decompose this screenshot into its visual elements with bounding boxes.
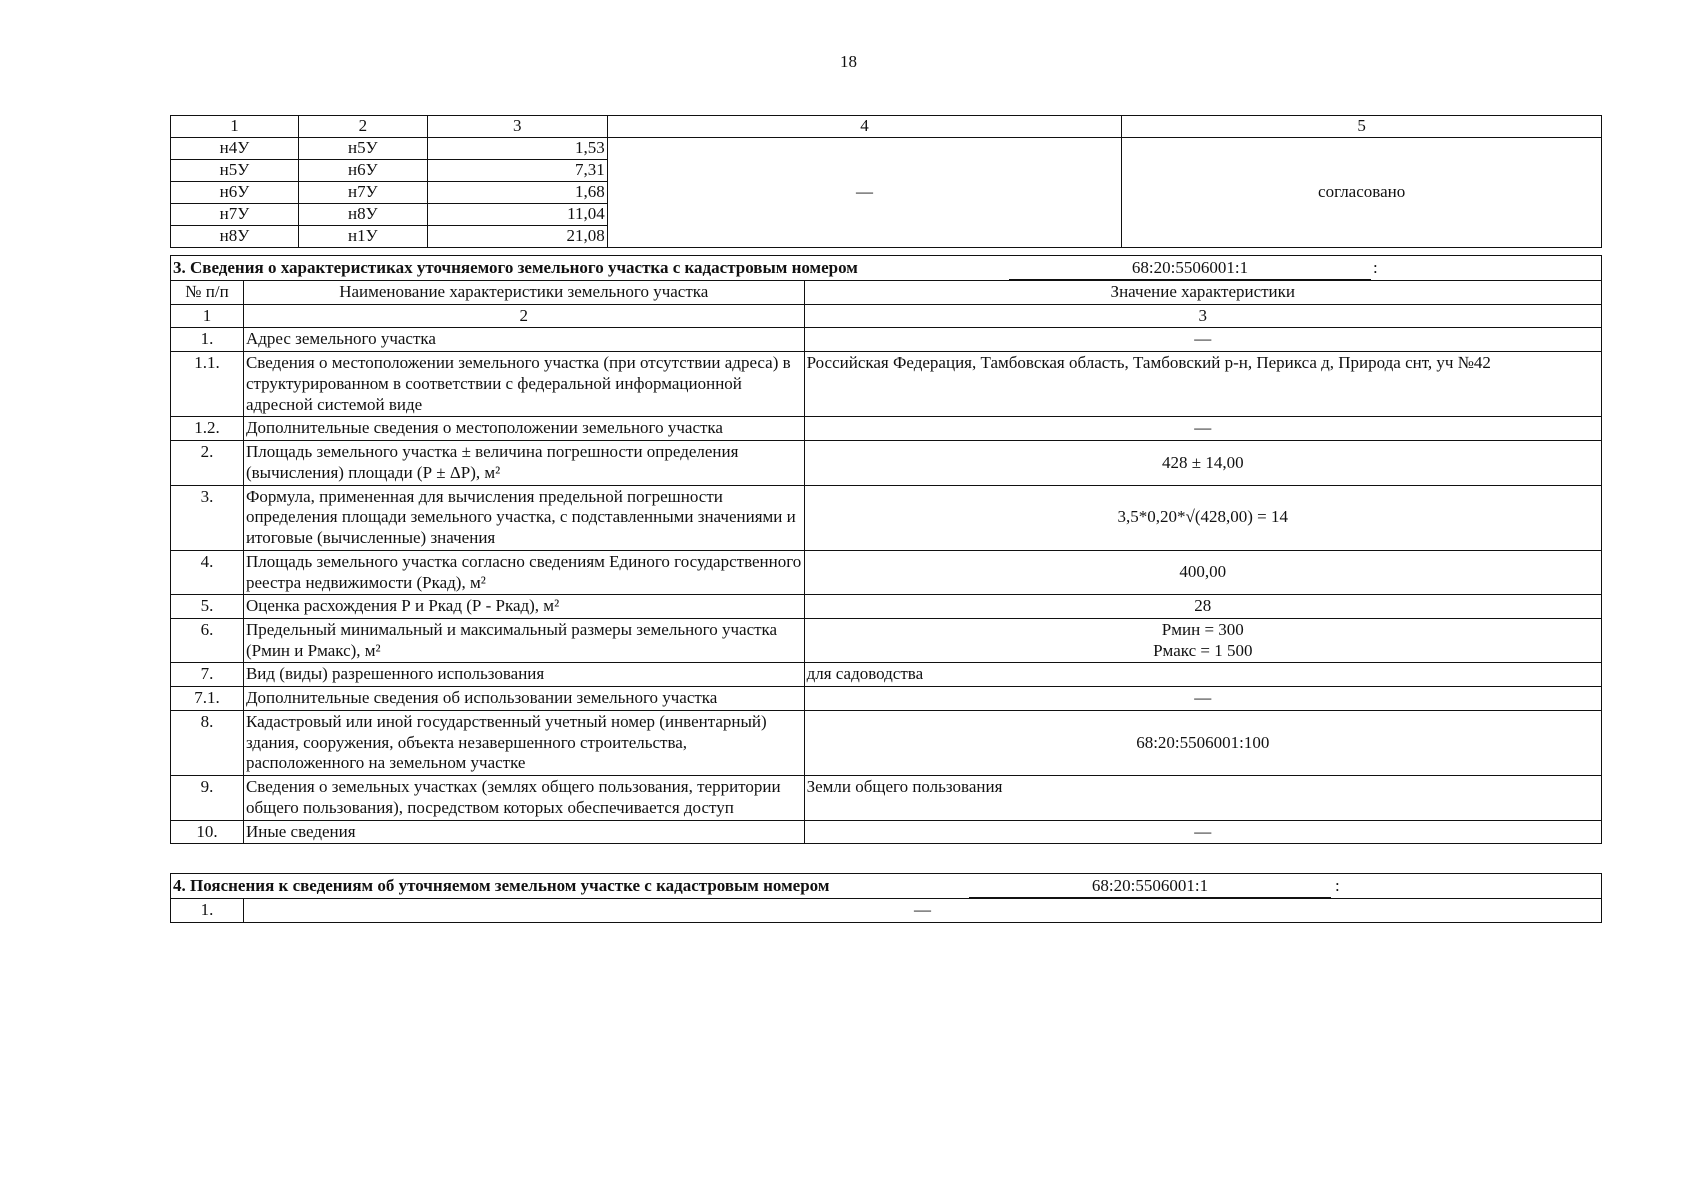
row-num: 5. [171,595,244,619]
characteristics-header-row [171,281,1602,305]
row-num: 7.1. [171,687,244,711]
table-row [171,820,1602,844]
segment-to: н6У [298,160,427,182]
table-row [171,550,1602,594]
page-number: 18 [840,52,857,71]
segments-header-cell: 1 [171,116,299,138]
row-name: Дополнительные сведения о местоположении земельного участка [243,417,804,441]
row-value: 3,5*0,20*√(428,00) = 14 [804,485,1601,550]
segment-from: н8У [171,226,299,248]
notes-table [170,873,1602,923]
segment-to: н1У [298,226,427,248]
characteristics-colnum-row [171,304,1602,328]
row-value [804,619,1601,663]
segment-to: н7У [298,182,427,204]
table-row [171,663,1602,687]
row-num: 3. [171,485,244,550]
row-num: 9. [171,776,244,820]
table-row [171,138,1602,160]
row-value: 68:20:5506001:100 [804,710,1601,775]
row-name: Сведения о земельных участках (землях общего пользования, территории общего пользования), посредством которых обеспечивается доступ [243,776,804,820]
segments-header-cell: 3 [427,116,607,138]
segment-length: 1,53 [427,138,607,160]
segment-from: н7У [171,204,299,226]
segment-length: 1,68 [427,182,607,204]
header-num: № п/п [171,281,244,305]
row-value: Земли общего пользования [804,776,1601,820]
segments-table [170,115,1602,248]
table-row [171,710,1602,775]
row-value: 28 [804,595,1601,619]
row-num: 4. [171,550,244,594]
row-num: 1. [171,899,244,923]
row-name: Кадастровый или иной государственный учетный номер (инвентарный) здания, сооружения, объекта незавершенного строительства, расположенного на земельном участке [243,710,804,775]
table-row [171,776,1602,820]
colnum-cell: 1 [171,304,244,328]
segments-col4-value: — [607,138,1122,248]
segments-header-cell: 4 [607,116,1122,138]
section3-title: 3. Сведения о характеристиках уточняемого земельного участка с кадастровым номером [173,258,858,277]
section3-cadastral-number: 68:20:5506001:1 [1009,258,1371,280]
segment-length: 7,31 [427,160,607,182]
table-row [171,417,1602,441]
colnum-cell: 2 [243,304,804,328]
table-row [171,441,1602,485]
row-num: 8. [171,710,244,775]
segments-col5-value: согласовано [1122,138,1602,248]
row-name: Иные сведения [243,820,804,844]
row-num: 6. [171,619,244,663]
characteristics-table [170,255,1602,844]
table-row [171,328,1602,352]
segment-length: 11,04 [427,204,607,226]
segment-length: 21,08 [427,226,607,248]
row-name: Формула, примененная для вычисления предельной погрешности определения площади земельного участка, с подставленными значениями и итоговые (вычисленные) значения [243,485,804,550]
segments-header-cell: 5 [1122,116,1602,138]
row-value: 428 ± 14,00 [804,441,1601,485]
row-value: — [804,328,1601,352]
row-num: 1.2. [171,417,244,441]
header-value: Значение характеристики [804,281,1601,305]
row-name: Вид (виды) разрешенного использования [243,663,804,687]
row-name: Площадь земельного участка ± величина погрешности определения (вычисления) площади (Р ± ΔР), м² [243,441,804,485]
row-name: Предельный минимальный и максимальный размеры земельного участка (Рмин и Рмакс), м² [243,619,804,663]
section3-colon: : [1373,258,1378,277]
row-num: 1. [171,328,244,352]
section4-cadastral-number: 68:20:5506001:1 [969,876,1331,898]
row-name: Дополнительные сведения об использовании земельного участка [243,687,804,711]
table-row [171,595,1602,619]
table-row [171,899,1602,923]
segments-header-cell: 2 [298,116,427,138]
row-value: — [804,687,1601,711]
section3-heading-row [171,256,1602,281]
segment-from: н6У [171,182,299,204]
row-num: 10. [171,820,244,844]
segment-from: н4У [171,138,299,160]
row-value-line: Рмакс = 1 500 [1153,640,1253,660]
row-num: 1.1. [171,352,244,417]
row-value-line: Рмин = 300 [1161,620,1244,640]
table-row [171,352,1602,417]
section4-colon: : [1335,876,1340,895]
row-value: — [243,899,1601,923]
row-num: 2. [171,441,244,485]
section4-title: 4. Пояснения к сведениям об уточняемом земельном участке с кадастровым номером [173,876,830,895]
section4-heading-row [171,874,1602,899]
row-value: Российская Федерация, Тамбовская область, Тамбовский р-н, Перикса д, Природа снт, уч №42 [804,352,1601,417]
row-value: — [804,417,1601,441]
colnum-cell: 3 [804,304,1601,328]
segment-to: н5У [298,138,427,160]
header-name: Наименование характеристики земельного участка [243,281,804,305]
row-name: Адрес земельного участка [243,328,804,352]
row-name: Площадь земельного участка согласно сведениям Единого государственного реестра недвижимости (Ркад), м² [243,550,804,594]
table-row [171,485,1602,550]
segment-from: н5У [171,160,299,182]
segment-to: н8У [298,204,427,226]
row-name: Оценка расхождения Р и Ркад (Р - Ркад), м² [243,595,804,619]
row-value: 400,00 [804,550,1601,594]
row-value: — [804,820,1601,844]
row-num: 7. [171,663,244,687]
segments-header-row [171,116,1602,138]
row-name: Сведения о местоположении земельного участка (при отсутствии адреса) в структурированном в соответствии с федеральной информационной адресной системой виде [243,352,804,417]
table-row [171,619,1602,663]
row-value: для садоводства [804,663,1601,687]
table-row [171,687,1602,711]
